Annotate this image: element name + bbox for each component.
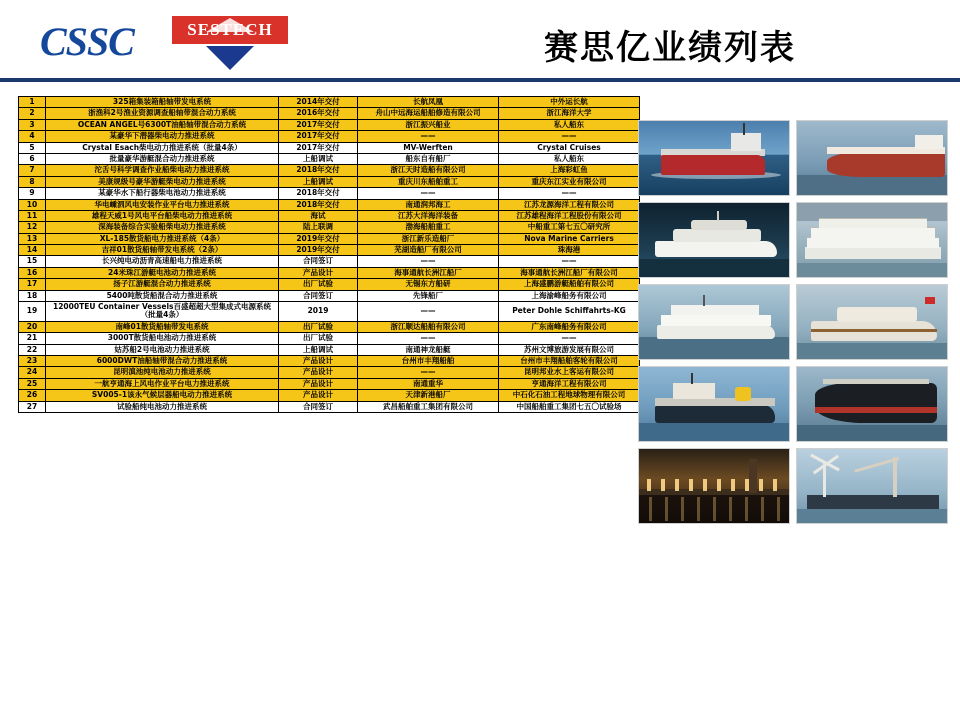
cell-shipyard: —— (358, 256, 499, 267)
cell-shipyard: —— (358, 367, 499, 378)
cell-no: 1 (19, 97, 46, 108)
cell-project-name: XL-185散货船电力推进系统（4条） (46, 233, 279, 244)
cell-project-name: 沱舌号科学调查作业船柴电动力推进系统 (46, 165, 279, 176)
cell-state: 2018年交付 (279, 165, 358, 176)
cell-project-name: 长兴纯电动沥青高速船电力推进系统 (46, 256, 279, 267)
cell-state: 2018年交付 (279, 188, 358, 199)
cell-no: 13 (19, 233, 46, 244)
cell-shipyard: 浙江新乐造船厂 (358, 233, 499, 244)
cell-project-name: 华电嵊泗风电安装作业平台电力推进系统 (46, 199, 279, 210)
cell-no: 5 (19, 142, 46, 153)
cell-shipyard: 海事通航长洲江船厂 (358, 267, 499, 278)
cell-no: 20 (19, 321, 46, 332)
photo-row (638, 120, 948, 196)
cell-project-name: 扬子江游艇混合动力推进系统 (46, 279, 279, 290)
table-row (19, 378, 640, 389)
cell-shipyard: 南通重华 (358, 378, 499, 389)
table-row (19, 333, 640, 344)
cell-shipyard: 先锋船厂 (358, 290, 499, 301)
cell-owner: 重庆东江实业有限公司 (499, 176, 640, 187)
cell-no: 9 (19, 188, 46, 199)
cell-no: 14 (19, 245, 46, 256)
cell-project-name: 雄程天威1号风电平台船柴电动力推进系统 (46, 210, 279, 221)
offshore-supply-vessel-red-photo (638, 120, 790, 196)
house-icon (206, 18, 254, 32)
cell-project-name: 某豪华下潜器柴电动力推进系统 (46, 131, 279, 142)
header-divider (0, 78, 960, 82)
offshore-wind-installation-vessel-photo (796, 448, 948, 524)
cell-state: 产品设计 (279, 378, 358, 389)
cell-state: 出厂试验 (279, 333, 358, 344)
cell-project-name: 某豪华水下船行器柴电池动力推进系统 (46, 188, 279, 199)
cell-owner: 私人船东 (499, 119, 640, 130)
table-row (19, 108, 640, 119)
table-row (19, 302, 640, 322)
buoy-tender-yellow-black-photo (638, 366, 790, 442)
cell-owner: Crystal Cruises (499, 142, 640, 153)
cell-owner: 苏州文博旅游发展有限公司 (499, 344, 640, 355)
table-row (19, 210, 640, 221)
cell-no: 24 (19, 367, 46, 378)
cell-owner: 私人船东 (499, 153, 640, 164)
cargo-ship-red-white-photo (796, 120, 948, 196)
cell-shipyard: —— (358, 302, 499, 322)
cell-no: 11 (19, 210, 46, 221)
cell-project-name: 浙渔科2号渔业资源调查船轴带混合动力系统 (46, 108, 279, 119)
photo-row (638, 366, 948, 442)
cell-state: 海试 (279, 210, 358, 221)
cell-owner: 中石化石油工程地球物理有限公司 (499, 390, 640, 401)
cell-state: 产品设计 (279, 367, 358, 378)
tanker-black-hull-bow-photo (796, 366, 948, 442)
cell-no: 22 (19, 344, 46, 355)
cell-owner: 海事通航长洲江船厂有限公司 (499, 267, 640, 278)
slide-header (0, 0, 960, 78)
page-title: 赛思亿业绩列表 (544, 28, 796, 68)
white-mega-yacht-photo (638, 202, 790, 278)
cell-no: 25 (19, 378, 46, 389)
cell-project-name: SV005-1该永气候层器船电动力推进系统 (46, 390, 279, 401)
cell-no: 2 (19, 108, 46, 119)
cell-project-name: 姑苏船2号电池动力推进系统 (46, 344, 279, 355)
table-row (19, 367, 640, 378)
cell-no: 23 (19, 355, 46, 366)
cell-state: 上船调试 (279, 344, 358, 355)
table-row (19, 355, 640, 366)
cell-no: 27 (19, 401, 46, 412)
cell-owner: —— (499, 131, 640, 142)
cell-state: 产品设计 (279, 267, 358, 278)
cell-no: 17 (19, 279, 46, 290)
cell-state: 上船调试 (279, 176, 358, 187)
cell-no: 18 (19, 290, 46, 301)
cssc-logo: CSSC (40, 19, 134, 64)
cell-no: 19 (19, 302, 46, 322)
cell-project-name: 昆明滇池纯电池动力推进系统 (46, 367, 279, 378)
cell-shipyard: 重庆川东船舶重工 (358, 176, 499, 187)
table-row (19, 290, 640, 301)
cell-no: 21 (19, 333, 46, 344)
cell-project-name: 5400吨散货船混合动力推进系统 (46, 290, 279, 301)
cell-no: 16 (19, 267, 46, 278)
cell-state: 2019年交付 (279, 245, 358, 256)
cell-owner: 台州市丰翔船舶客轮有限公司 (499, 355, 640, 366)
cell-state: 产品设计 (279, 355, 358, 366)
cell-owner: 珠海港 (499, 245, 640, 256)
table-row (19, 245, 640, 256)
table-row (19, 279, 640, 290)
cell-no: 15 (19, 256, 46, 267)
table-row (19, 222, 640, 233)
photo-row (638, 202, 948, 278)
cell-owner: 江苏龙源海洋工程有限公司 (499, 199, 640, 210)
cell-shipyard: 浙江顺达船舶有限公司 (358, 321, 499, 332)
cell-project-name: 试验船纯电池动力推进系统 (46, 401, 279, 412)
cell-shipyard: 浙江天时造船有限公司 (358, 165, 499, 176)
sestech-logo-text: SESTECH (172, 16, 288, 44)
cell-project-name: 一航亨通海上风电作业平台电力推进系统 (46, 378, 279, 389)
cell-shipyard: 舟山中远海运船舶修造有限公司 (358, 108, 499, 119)
river-cruise-ship-photo (796, 202, 948, 278)
cell-no: 3 (19, 119, 46, 130)
cell-state: 出厂试验 (279, 279, 358, 290)
arrow-down-icon (206, 46, 254, 70)
cell-shipyard: 南通神龙船艇 (358, 344, 499, 355)
cell-project-name: 12000TEU Container Vessels百盛超超大型集成式电源系统（批量4条） (46, 302, 279, 322)
cell-project-name: 美康规级号豪华游艇柴电动力推进系统 (46, 176, 279, 187)
cell-state: 2016年交付 (279, 108, 358, 119)
passenger-ferry-white-photo (638, 284, 790, 360)
table-row (19, 267, 640, 278)
cell-owner: —— (499, 188, 640, 199)
cell-owner: Peter Dohle Schiffahrts-KG (499, 302, 640, 322)
cell-state: 2019 (279, 302, 358, 322)
photo-row (638, 284, 948, 360)
cell-shipyard: 长航凤凰 (358, 97, 499, 108)
night-pier-platform-photo (638, 448, 790, 524)
performance-table-wrap (18, 96, 628, 413)
table-row (19, 153, 640, 164)
table-row (19, 390, 640, 401)
cell-owner: 广东南峰船务有限公司 (499, 321, 640, 332)
cell-owner: 上海盛鹏游艇船舶有限公司 (499, 279, 640, 290)
table-row (19, 176, 640, 187)
table-row (19, 188, 640, 199)
cell-owner: Nova Marine Carriers (499, 233, 640, 244)
table-row (19, 344, 640, 355)
cell-shipyard: 渤海船舶重工 (358, 222, 499, 233)
cell-owner: 上海彩虹鱼 (499, 165, 640, 176)
cell-shipyard: —— (358, 333, 499, 344)
cell-shipyard: —— (358, 188, 499, 199)
cell-no: 26 (19, 390, 46, 401)
cell-project-name: 南峰01散货船轴带发电系统 (46, 321, 279, 332)
table-row (19, 119, 640, 130)
cell-state: 合同签订 (279, 290, 358, 301)
cell-no: 6 (19, 153, 46, 164)
cell-shipyard: 武昌船舶重工集团有限公司 (358, 401, 499, 412)
cell-owner: 浙江海洋大学 (499, 108, 640, 119)
cell-owner: 中外运长航 (499, 97, 640, 108)
cell-state: 陆上联调 (279, 222, 358, 233)
sestech-logo (172, 16, 288, 72)
cell-shipyard: 天津新港船厂 (358, 390, 499, 401)
cell-shipyard: —— (358, 131, 499, 142)
cell-shipyard: MV-Werften (358, 142, 499, 153)
cell-state: 2019年交付 (279, 233, 358, 244)
cell-state: 2017年交付 (279, 142, 358, 153)
cell-shipyard: 芜湖造船厂有限公司 (358, 245, 499, 256)
cell-project-name: 325箱集装箱船轴带发电系统 (46, 97, 279, 108)
table-row (19, 233, 640, 244)
cell-project-name: OCEAN ANGEL号6300T油船轴带混合动力系统 (46, 119, 279, 130)
cell-state: 2014年交付 (279, 97, 358, 108)
cell-shipyard: 船东自有船厂 (358, 153, 499, 164)
cell-shipyard: 浙江振兴船业 (358, 119, 499, 130)
cell-owner: —— (499, 333, 640, 344)
cell-shipyard: 台州市丰翔船舶 (358, 355, 499, 366)
cell-state: 合同签订 (279, 401, 358, 412)
cell-state: 出厂试验 (279, 321, 358, 332)
cell-owner: 中船重工第七五〇研究所 (499, 222, 640, 233)
photo-gallery (638, 120, 948, 530)
table-row (19, 131, 640, 142)
cell-owner: 亨通海洋工程有限公司 (499, 378, 640, 389)
cell-owner: 中国船舶重工集团七五〇试验场 (499, 401, 640, 412)
motor-yacht-wood-trim-photo (796, 284, 948, 360)
cell-state: 2017年交付 (279, 119, 358, 130)
table-row (19, 97, 640, 108)
table-row (19, 142, 640, 153)
cell-state: 2017年交付 (279, 131, 358, 142)
cell-state: 2018年交付 (279, 199, 358, 210)
cell-no: 12 (19, 222, 46, 233)
cell-project-name: 3000T散货船电池动力推进系统 (46, 333, 279, 344)
performance-table (18, 96, 640, 413)
cell-shipyard: 南通润邦海工 (358, 199, 499, 210)
cell-state: 合同签订 (279, 256, 358, 267)
cell-no: 10 (19, 199, 46, 210)
cell-state: 上船调试 (279, 153, 358, 164)
cell-owner: 昆明邦业水上客运有限公司 (499, 367, 640, 378)
cell-state: 产品设计 (279, 390, 358, 401)
cell-project-name: 深海装备综合实验船柴电动力推进系统 (46, 222, 279, 233)
cell-no: 7 (19, 165, 46, 176)
cell-shipyard: 江苏大洋海洋装备 (358, 210, 499, 221)
cell-project-name: 批量豪华游艇混合动力推进系统 (46, 153, 279, 164)
table-row (19, 256, 640, 267)
cell-project-name: 吉祥01散货船轴带发电系统（2条） (46, 245, 279, 256)
cell-no: 8 (19, 176, 46, 187)
cell-project-name: Crystal Esach柴电动力推进系统（批量4条） (46, 142, 279, 153)
cell-no: 4 (19, 131, 46, 142)
cell-owner: —— (499, 256, 640, 267)
cell-shipyard: 无锡东方船研 (358, 279, 499, 290)
photo-row (638, 448, 948, 524)
table-row (19, 321, 640, 332)
cell-project-name: 24米珠江游艇电池动力推进系统 (46, 267, 279, 278)
cell-project-name: 6000DWT油船轴带混合动力推进系统 (46, 355, 279, 366)
cell-owner: 江苏雄程海洋工程股份有限公司 (499, 210, 640, 221)
table-row (19, 165, 640, 176)
cell-owner: 上海渝峰船务有限公司 (499, 290, 640, 301)
table-row (19, 401, 640, 412)
table-row (19, 199, 640, 210)
